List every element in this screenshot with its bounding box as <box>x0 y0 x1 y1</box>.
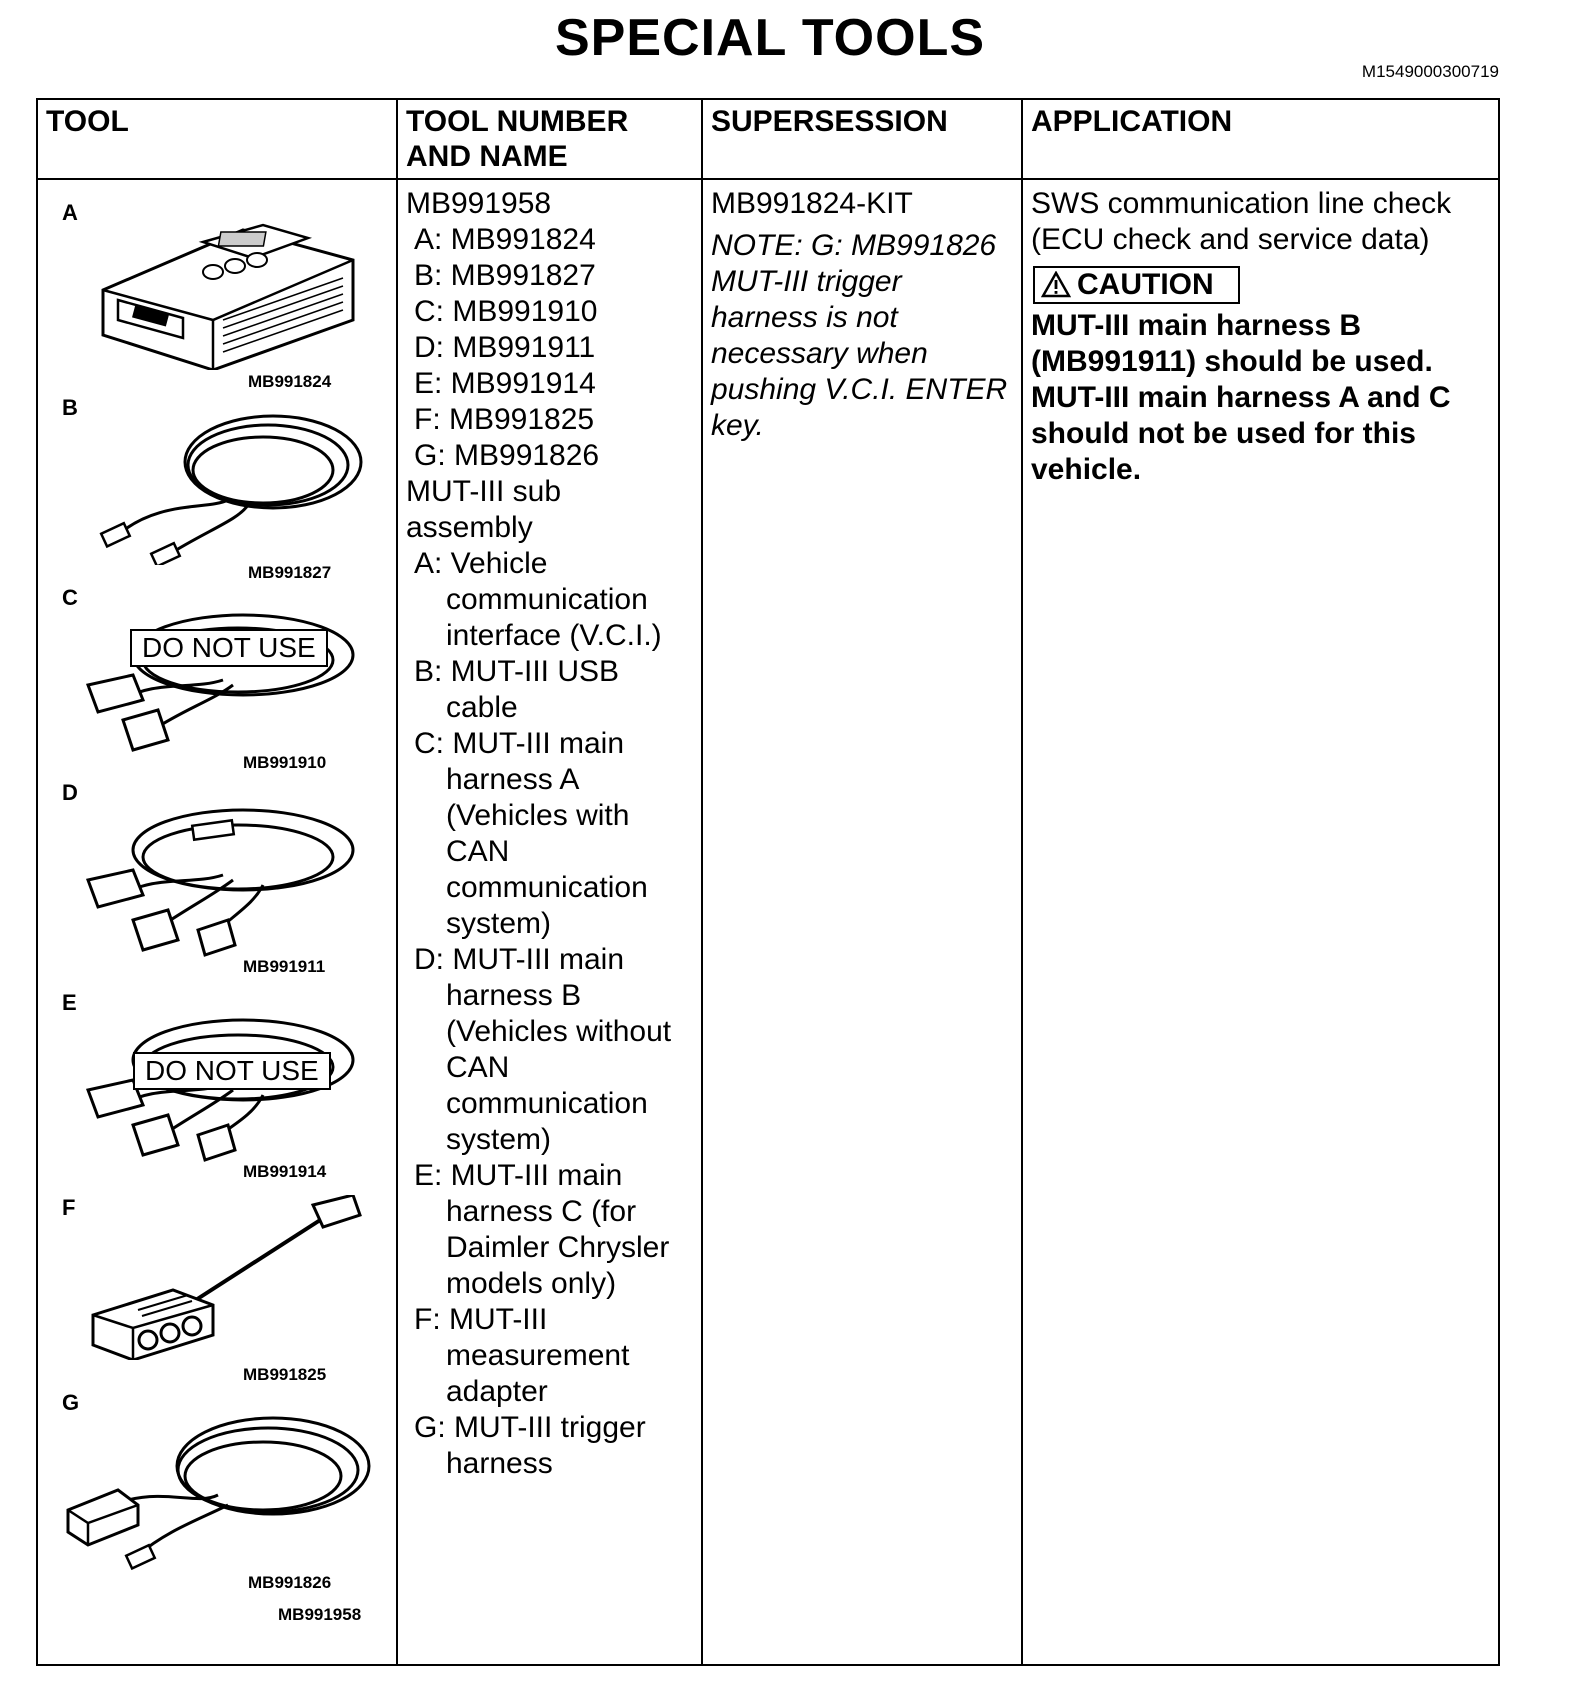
number-e: E: MB991914 <box>414 367 596 400</box>
document-id: M1549000300719 <box>1361 62 1499 81</box>
supersession-value: MB991824-KIT <box>711 187 913 220</box>
tool-item-b <box>38 395 396 580</box>
sub-assembly-line1: MUT-III sub <box>406 475 562 508</box>
usb-cable-icon <box>68 410 368 565</box>
tool-part-number: MB991914 <box>243 1162 327 1181</box>
name-f-line2: measurement <box>446 1339 630 1372</box>
trigger-harness-icon <box>58 1410 373 1575</box>
note-line: MUT-III trigger <box>711 265 902 298</box>
tool-part-number: MB991826 <box>248 1573 332 1592</box>
tool-item-c <box>38 585 396 775</box>
note-line: harness is not <box>711 301 898 334</box>
name-e-line3: Daimler Chrysler <box>446 1231 670 1264</box>
name-d-line4: CAN <box>446 1051 510 1084</box>
name-e-line2: harness C (for <box>446 1195 637 1228</box>
caution-line: (MB991911) should be used. <box>1031 345 1433 378</box>
name-d-line3: (Vehicles without <box>446 1015 672 1048</box>
name-d-line5: communication <box>446 1087 648 1120</box>
note-line: key. <box>711 409 764 442</box>
number-b: B: MB991827 <box>414 259 596 292</box>
header-tool-number-line1: TOOL NUMBER <box>406 105 629 138</box>
note-line: NOTE: G: MB991826 <box>711 229 997 262</box>
tool-letter: F <box>62 1195 76 1220</box>
harness-b-icon <box>63 795 373 965</box>
name-f-line1: F: MUT-III <box>414 1303 548 1336</box>
number-f: F: MB991825 <box>414 403 595 436</box>
name-c-line6: system) <box>446 907 551 940</box>
application-line1: SWS communication line check <box>1031 187 1452 220</box>
name-d-line2: harness B <box>446 979 582 1012</box>
tool-part-number: MB991824 <box>248 372 332 391</box>
tool-letter: C <box>62 585 78 610</box>
tool-letter: A <box>62 200 78 225</box>
page-title: SPECIAL TOOLS <box>554 9 986 67</box>
tool-part-number: MB991827 <box>248 563 332 582</box>
header-tool-number-line2: AND NAME <box>406 140 568 173</box>
number-a: A: MB991824 <box>414 223 596 256</box>
supersession-note <box>711 228 1013 444</box>
tool-part-number: MB991911 <box>243 957 326 976</box>
number-g: G: MB991826 <box>414 439 600 472</box>
caution-label: CAUTION <box>1077 268 1214 301</box>
kit-number: MB991958 <box>406 187 552 220</box>
name-a-line3: interface (V.C.I.) <box>446 619 662 652</box>
tool-item-e <box>38 990 396 1185</box>
name-b-line2: cable <box>446 691 518 724</box>
name-g-line2: harness <box>446 1447 553 1480</box>
tool-letter: G <box>62 1390 80 1415</box>
name-d-line1: D: MUT-III main <box>414 943 625 976</box>
name-c-line5: communication <box>446 871 648 904</box>
tool-letter: E <box>62 990 77 1015</box>
header-tool: TOOL <box>37 99 397 179</box>
name-a-line2: communication <box>446 583 648 616</box>
name-a-line1: A: Vehicle <box>414 547 548 580</box>
do-not-use-label: DO NOT USE <box>130 629 328 667</box>
caution-text <box>1031 308 1490 488</box>
note-line: pushing V.C.I. ENTER <box>711 373 1008 406</box>
caution-box <box>1033 266 1240 304</box>
tool-part-number: MB991825 <box>243 1365 327 1384</box>
application-cell <box>1022 179 1499 1665</box>
do-not-use-label: DO NOT USE <box>133 1052 331 1090</box>
tool-item-f <box>38 1195 396 1385</box>
application-line2: (ECU check and service data) <box>1031 223 1430 256</box>
caution-line: vehicle. <box>1031 453 1142 486</box>
supersession-cell <box>702 179 1022 1665</box>
name-e-line4: models only) <box>446 1267 617 1300</box>
tool-letter: B <box>62 395 78 420</box>
header-application: APPLICATION <box>1022 99 1499 179</box>
tool-part-number: MB991910 <box>243 753 327 772</box>
header-row <box>37 99 1499 179</box>
tool-item-d <box>38 780 396 980</box>
caution-line: should not be used for this <box>1031 417 1416 450</box>
number-c: C: MB991910 <box>414 295 598 328</box>
tool-letter: D <box>62 780 78 805</box>
name-c-line2: harness A <box>446 763 580 796</box>
sub-assembly-line2: assembly <box>406 511 533 544</box>
name-c-line3: (Vehicles with <box>446 799 630 832</box>
measurement-adapter-icon <box>78 1195 368 1360</box>
name-c-line4: CAN <box>446 835 510 868</box>
kit-part-number-label: MB991958 <box>278 1605 362 1624</box>
header-tool-number <box>397 99 702 179</box>
note-line: necessary when <box>711 337 928 370</box>
name-c-line1: C: MUT-III main <box>414 727 625 760</box>
name-d-line6: system) <box>446 1123 551 1156</box>
warning-triangle-icon <box>1041 271 1071 298</box>
vci-unit-icon <box>93 220 363 370</box>
tool-images-cell <box>37 179 397 1665</box>
header-supersession: SUPERSESSION <box>702 99 1022 179</box>
name-e-line1: E: MUT-III main <box>414 1159 623 1192</box>
name-f-line3: adapter <box>446 1375 548 1408</box>
number-d: D: MB991911 <box>414 331 596 364</box>
name-g-line1: G: MUT-III trigger <box>414 1411 646 1444</box>
tool-item-g <box>38 1390 396 1610</box>
tool-number-name-cell <box>397 179 702 1665</box>
name-b-line1: B: MUT-III USB <box>414 655 620 688</box>
harness-a-icon <box>63 600 373 765</box>
caution-line: MUT-III main harness A and C <box>1031 381 1451 414</box>
tool-row <box>37 179 1499 1665</box>
caution-line: MUT-III main harness B <box>1031 309 1362 342</box>
special-tools-table <box>36 98 1500 1666</box>
tool-item-a <box>38 200 396 390</box>
